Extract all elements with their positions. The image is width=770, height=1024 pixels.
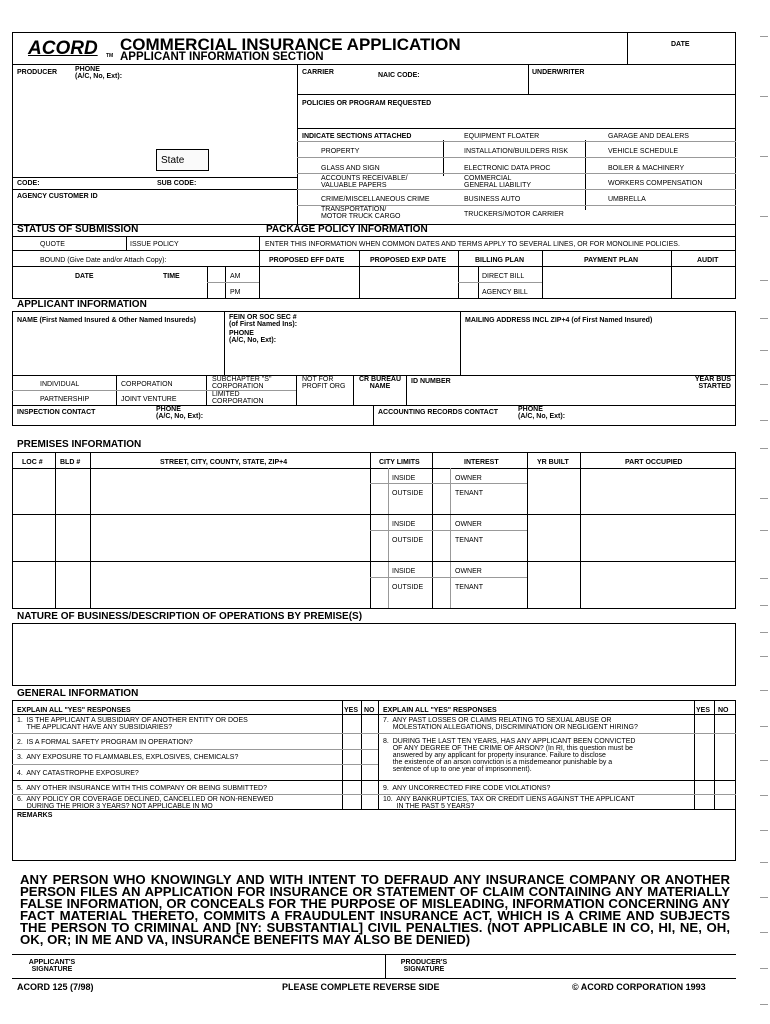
premises-1-outside[interactable]: OUTSIDE [392,490,424,497]
premises-3-outside[interactable]: OUTSIDE [392,584,424,591]
accounting-phone-label: PHONE [518,406,543,413]
id-number-label: ID NUMBER [411,378,451,385]
inspection-phone-sub: (A/C, No, Ext): [156,413,204,420]
fraud-warning: ANY PERSON WHO KNOWINGLY AND WITH INTENT TO DEFRAUD ANY INSURANCE COMPANY OR ANOTHER PERSON FILES AN APPLICATION FOR INSURANCE OR STATEMENT OF CLAIM CONTAINING ANY MATERIALLY FALSE INFORMATION, OR CONCEALS FOR THE PURPOSE OF MISLEADING, INFORMATION CONCERNING ANY FACT MATERIAL THERETO, COMMITS A FRAUDULENT INSURANCE ACT, WHICH IS A CRIME AND SUBJECTS THE PERSON TO CRIMINAL AND [NY: SUBSTANTIAL] CIVIL PENALTIES. (NOT APPLICABLE IN CO, HI, NE, OH, OK, OR; IN ME AND VA, INSURANCE BENEFITS MAY ALSO BE DENIED) [20,872,730,947]
mailing-address-label: MAILING ADDRESS INCL ZIP+4 (of First Named Insured) [465,317,653,324]
producer-field[interactable] [14,82,294,176]
subchapter-s-option[interactable]: SUBCHAPTER "S" CORPORATION [212,376,272,390]
applicant-phone-label: PHONE [229,330,254,337]
am-option[interactable]: AM [230,273,241,280]
question-4: 4. ANY CATASTROPHE EXPOSURE? [17,770,139,777]
applicant-signature-field[interactable] [90,955,380,977]
policies-requested-label: POLICIES OR PROGRAM REQUESTED [302,100,432,107]
issue-policy-option[interactable]: ISSUE POLICY [130,241,179,248]
premises-3-inside[interactable]: INSIDE [392,568,416,575]
package-policy-title: PACKAGE POLICY INFORMATION [266,224,428,235]
partnership-option[interactable]: PARTNERSHIP [40,396,90,403]
premises-3-tenant[interactable]: TENANT [455,584,483,591]
joint-venture-option[interactable]: JOINT VENTURE [121,396,177,403]
section-umbrella[interactable]: UMBRELLA [608,196,646,203]
general-info-title: GENERAL INFORMATION [17,688,139,699]
state-button-label: State [161,155,185,166]
section-installation[interactable]: INSTALLATION/BUILDERS RISK [464,148,568,155]
producer-signature-label: PRODUCER'S SIGNATURE [400,959,448,973]
yes-left-label: YES [344,707,359,714]
premises-1-tenant[interactable]: TENANT [455,490,483,497]
producer-signature-field[interactable] [462,955,734,977]
status-submission-title: STATUS OF SUBMISSION [17,224,139,235]
date-field[interactable] [628,50,734,63]
corporation-option[interactable]: CORPORATION [121,381,173,388]
acord-logo: ACORD [28,38,98,59]
applicant-name-field[interactable] [14,326,222,374]
yes-right-label: YES [696,707,711,714]
premises-2-owner[interactable]: OWNER [455,521,482,528]
section-boiler[interactable]: BOILER & MACHINERY [608,165,685,172]
question-5: 5. ANY OTHER INSURANCE WITH THIS COMPANY OR BEING SUBMITTED? [17,785,267,792]
section-cgl[interactable]: COMMERCIAL GENERAL LIABILITY [464,175,532,189]
audit-label: AUDIT [697,257,719,264]
applicant-signature-label: APPLICANT'S SIGNATURE [28,959,76,973]
explain-yes-right: EXPLAIN ALL "YES" RESPONSES [383,707,497,714]
premises-col-interest: INTEREST [464,459,499,466]
agency-customer-id-label: AGENCY CUSTOMER ID [17,193,98,200]
mailing-address-field[interactable] [462,326,734,374]
section-edp[interactable]: ELECTRONIC DATA PROC [464,165,551,172]
form-subtitle: APPLICANT INFORMATION SECTION [120,51,324,63]
agency-bill-option[interactable]: AGENCY BILL [482,289,528,296]
applicant-info-title: APPLICANT INFORMATION [17,299,147,310]
premises-1-owner[interactable]: OWNER [455,475,482,482]
premises-2-tenant[interactable]: TENANT [455,537,483,544]
producer-phone-sub: (A/C, No, Ext): [75,73,123,80]
proposed-exp-date-label: PROPOSED EXP DATE [370,257,446,264]
not-for-profit-option[interactable]: NOT FOR PROFIT ORG [302,376,346,390]
question-2: 2. IS A FORMAL SAFETY PROGRAM IN OPERATION? [17,739,193,746]
section-truckers[interactable]: TRUCKERS/MOTOR CARRIER [464,211,564,218]
section-business-auto[interactable]: BUSINESS AUTO [464,196,521,203]
remarks-label: REMARKS [17,812,53,819]
explain-yes-left: EXPLAIN ALL "YES" RESPONSES [17,707,131,714]
bound-option[interactable]: BOUND (Give Date and/or Attach Copy): [40,257,167,264]
limited-corp-option[interactable]: LIMITED CORPORATION [212,391,264,405]
premises-col-city-limits: CITY LIMITS [379,459,420,466]
quote-option[interactable]: QUOTE [40,241,65,248]
no-left-label: NO [364,707,375,714]
package-note: ENTER THIS INFORMATION WHEN COMMON DATES AND TERMS APPLY TO SEVERAL LINES, OR FOR MONOLINE POLICIES. [265,241,680,248]
accounting-contact-label: ACCOUNTING RECORDS CONTACT [378,409,499,416]
question-1: 1. IS THE APPLICANT A SUBSIDIARY OF ANOTHER ENTITY OR DOES THE APPLICANT HAVE ANY SUBSIDIARIES? [17,717,248,731]
nature-business-title: NATURE OF BUSINESS/DESCRIPTION OF OPERATIONS BY PREMISE(S) [17,611,363,622]
naic-code-label: NAIC CODE: [378,72,420,79]
premises-col-bld: BLD # [60,459,81,466]
premises-info-title: PREMISES INFORMATION [17,439,142,450]
form-title: COMMERCIAL INSURANCE APPLICATION [120,35,461,54]
inspection-contact-label: INSPECTION CONTACT [17,409,96,416]
producer-label: PRODUCER [17,69,58,76]
year-bus-started-label: YEAR BUS STARTED [694,376,731,390]
status-date-label: DATE [75,273,94,280]
premises-col-loc: LOC # [22,459,43,466]
producer-phone-label: PHONE [75,66,100,73]
underwriter-label: UNDERWRITER [532,69,585,76]
question-9: 9. ANY UNCORRECTED FIRE CODE VIOLATIONS? [383,785,551,792]
direct-bill-option[interactable]: DIRECT BILL [482,273,525,280]
sections-attached-label: INDICATE SECTIONS ATTACHED [302,133,412,140]
payment-plan-label: PAYMENT PLAN [584,257,639,264]
section-workers-comp[interactable]: WORKERS COMPENSATION [608,180,703,187]
fein-label: FEIN OR SOC SEC # [229,314,297,321]
premises-col-yr-built: YR BUILT [537,459,569,466]
section-glass-sign[interactable]: GLASS AND SIGN [321,165,380,172]
state-button[interactable] [156,149,209,171]
section-crime[interactable]: CRIME/MISCELLANEOUS CRIME [321,196,430,203]
inspection-phone-label: PHONE [156,406,181,413]
section-transportation[interactable]: TRANSPORTATION/ MOTOR TRUCK CARGO [321,206,401,220]
question-10: 10. ANY BANKRUPTCIES, TAX OR CREDIT LIENS AGAINST THE APPLICANT IN THE PAST 5 YEARS? [383,796,635,810]
nature-business-field[interactable] [12,623,736,686]
trademark-mark: TM [106,53,114,59]
premises-1-inside[interactable]: INSIDE [392,475,416,482]
complete-reverse-note: PLEASE COMPLETE REVERSE SIDE [282,982,440,992]
form-number: ACORD 125 (7/98) [17,982,94,992]
carrier-label: CARRIER [302,69,334,76]
premises-col-part-occupied: PART OCCUPIED [625,459,683,466]
fein-sub-label: (of First Named Ins): [229,321,298,328]
sub-code-label: SUB CODE: [157,180,197,187]
question-6: 6. ANY POLICY OR COVERAGE DECLINED, CANCELLED OR NON-RENEWED DURING THE PRIOR 3 YEARS? NOT APPLICABLE IN MO [17,796,274,810]
remarks-field[interactable] [14,821,734,859]
section-accounts-receivable[interactable]: ACCOUNTS RECEIVABLE/ VALUABLE PAPERS [321,175,408,189]
status-time-label: TIME [163,273,180,280]
premises-col-street: STREET, CITY, COUNTY, STATE, ZIP+4 [160,459,288,466]
premises-2-inside[interactable]: INSIDE [392,521,416,528]
section-vehicle-schedule[interactable]: VEHICLE SCHEDULE [608,148,679,155]
code-label: CODE: [17,180,40,187]
question-7: 7. ANY PAST LOSSES OR CLAIMS RELATING TO SEXUAL ABUSE OR MOLESTATION ALLEGATIONS, DISCRIMINATION OR NEGLIGENT HIRING? [383,717,638,731]
applicant-phone-sub: (A/C, No, Ext): [229,337,277,344]
accounting-phone-sub: (A/C, No, Ext): [518,413,566,420]
section-garage[interactable]: GARAGE AND DEALERS [608,133,689,140]
date-label: DATE [671,41,690,48]
section-property[interactable]: PROPERTY [321,148,360,155]
question-3: 3. ANY EXPOSURE TO FLAMMABLES, EXPLOSIVES, CHEMICALS? [17,754,239,761]
premises-3-owner[interactable]: OWNER [455,568,482,575]
question-8: 8. DURING THE LAST TEN YEARS, HAS ANY APPLICANT BEEN CONVICTED OF ANY DEGREE OF THE CRIME OF ARSON? (In RI, this question must be answered by any applicant for property insurance. Failure to disclose the existence of an arson conviction is a misdemeanor punishable by a sentence of up to one year of imprisonment). [383,738,636,773]
applicant-name-label: NAME (First Named Insured & Other Named Insureds) [17,317,196,324]
premises-2-outside[interactable]: OUTSIDE [392,537,424,544]
no-right-label: NO [718,707,729,714]
copyright: © ACORD CORPORATION 1993 [572,982,706,992]
cr-bureau-label: CR BUREAU NAME [359,376,401,390]
billing-plan-label: BILLING PLAN [475,257,524,264]
section-equipment-floater[interactable]: EQUIPMENT FLOATER [464,133,540,140]
proposed-eff-date-label: PROPOSED EFF DATE [269,257,345,264]
pm-option[interactable]: PM [230,289,241,296]
individual-option[interactable]: INDIVIDUAL [40,381,80,388]
